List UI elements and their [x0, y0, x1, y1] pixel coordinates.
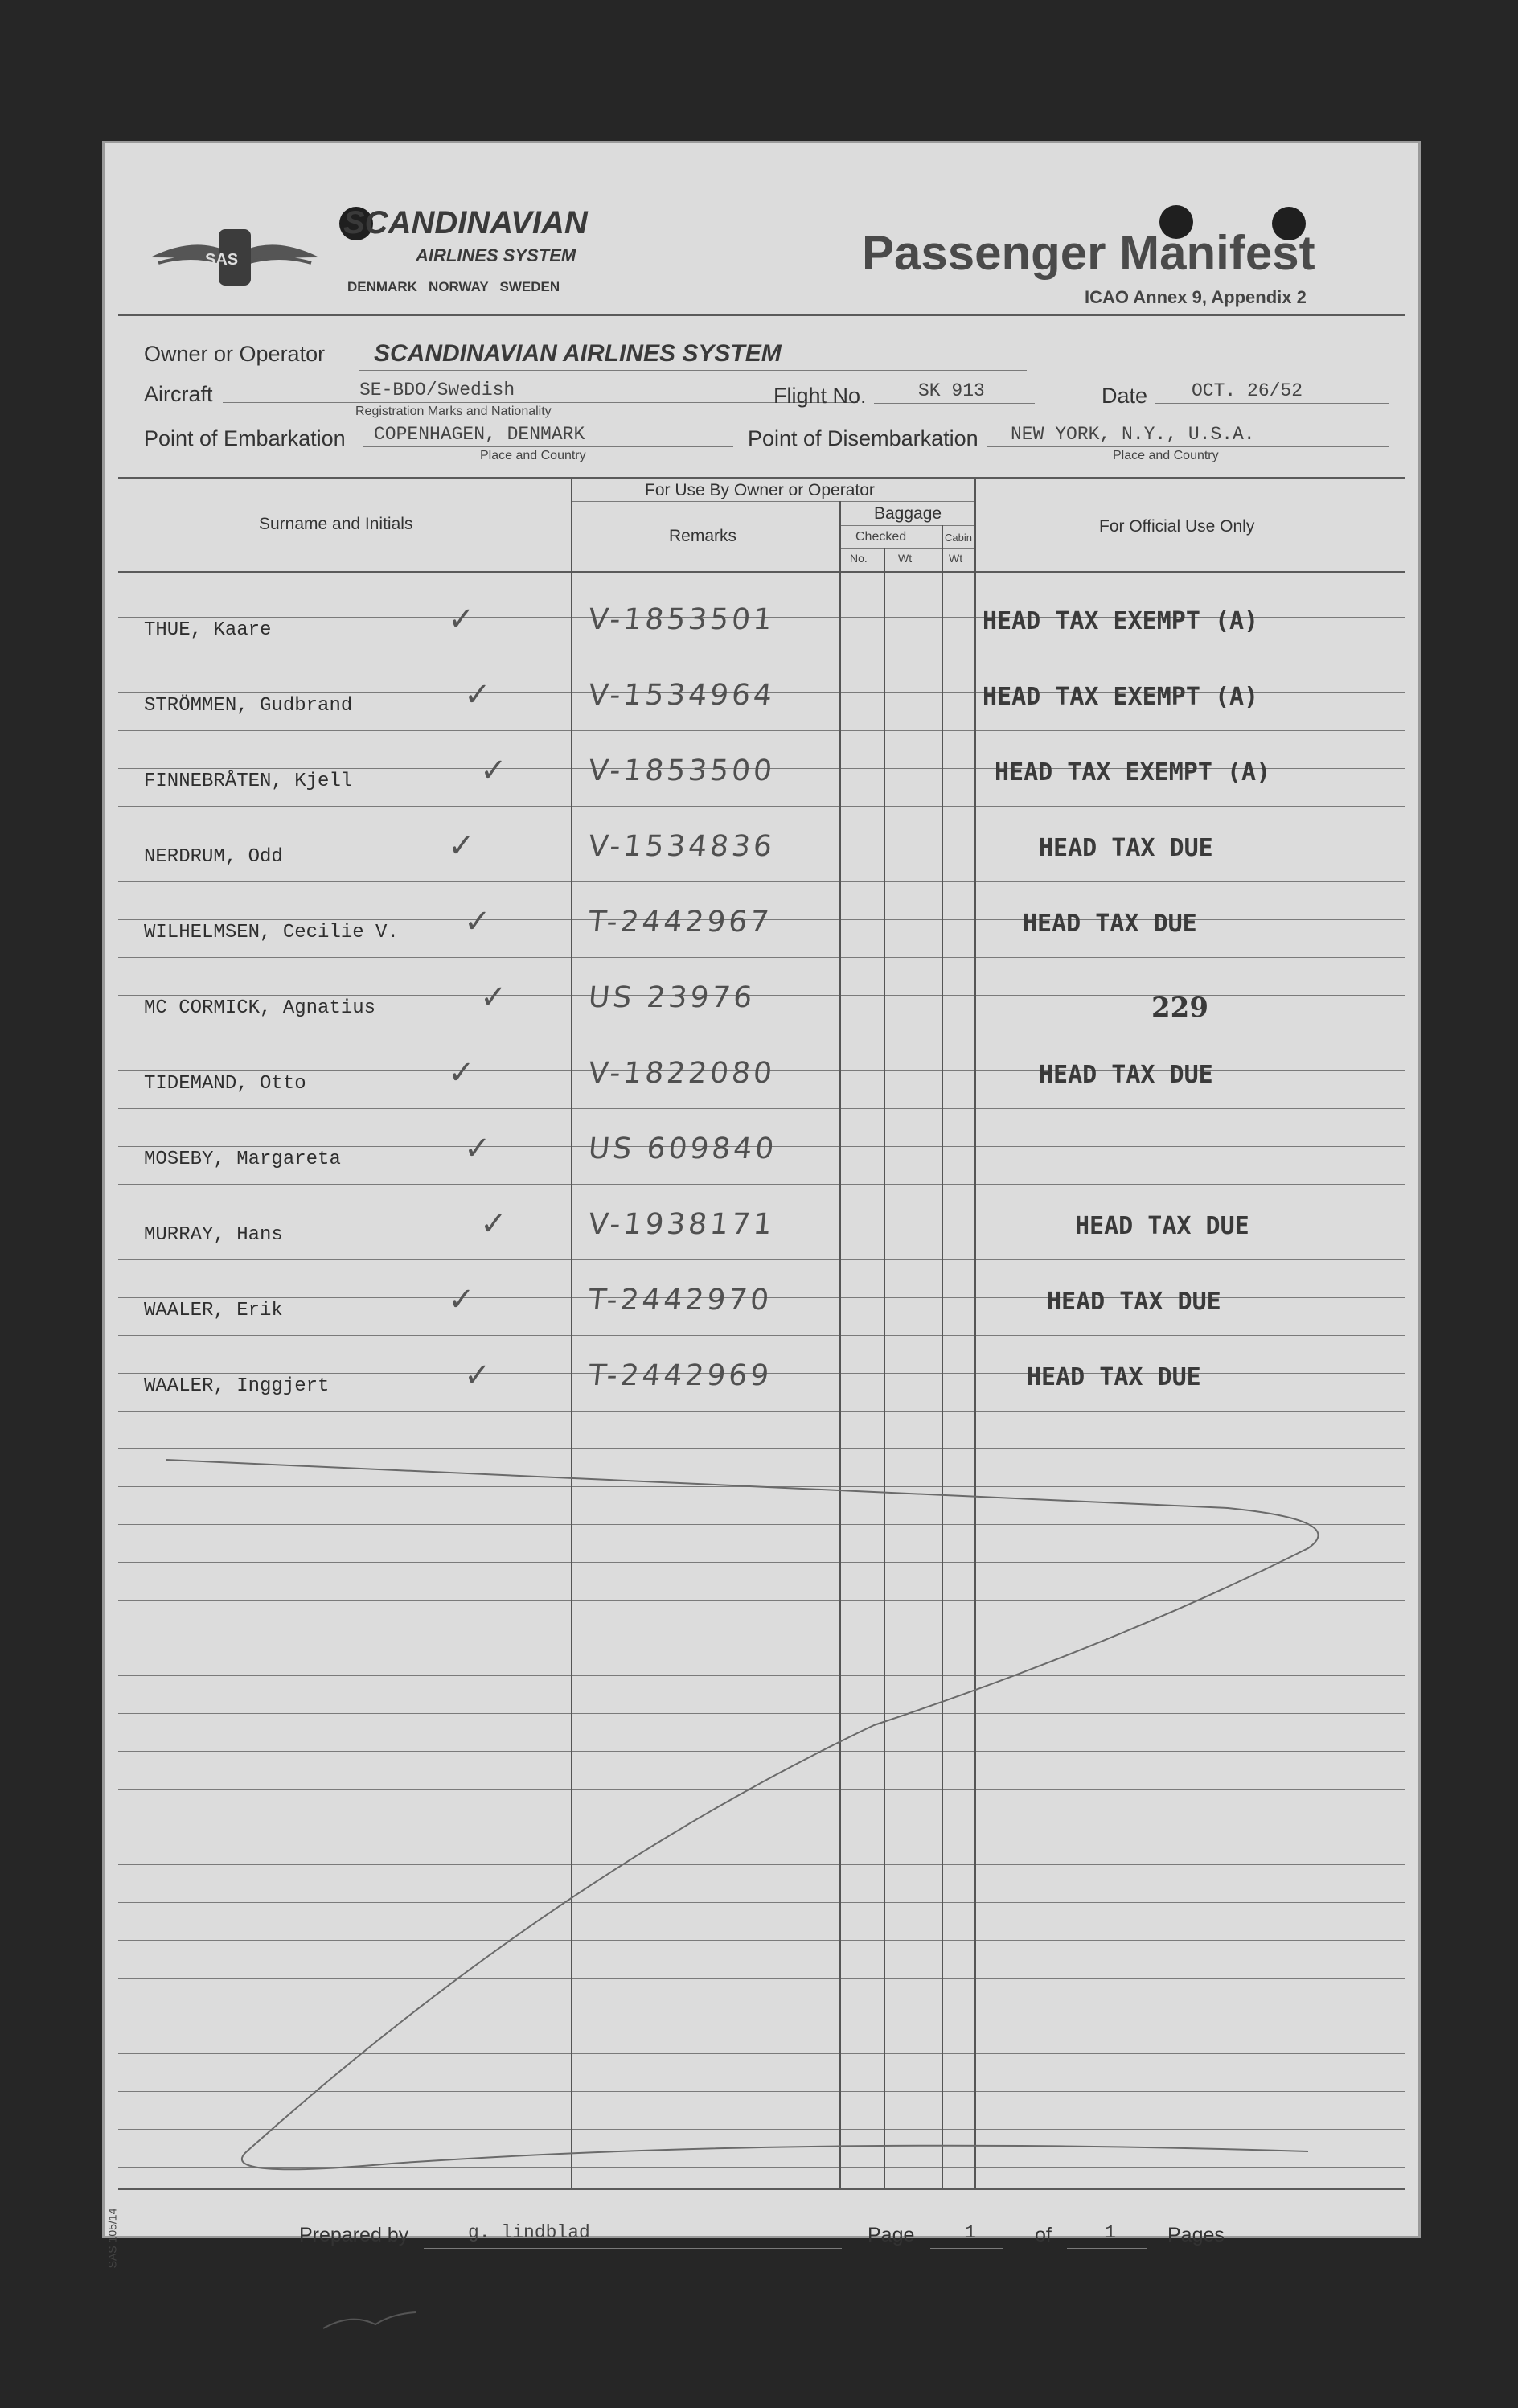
passport-remark: T-2442967 [586, 906, 774, 939]
aircraft-underline [223, 402, 858, 403]
page-underline [930, 2248, 1003, 2249]
passenger-name: THUE, Kaare [144, 619, 272, 641]
check-mark-icon: ✓ [448, 828, 475, 864]
check-mark-icon: ✓ [448, 602, 475, 637]
official-stamp: HEAD TAX EXEMPT (A) [983, 683, 1259, 711]
official-stamp: HEAD TAX DUE [1027, 1363, 1201, 1391]
check-mark-icon: ✓ [464, 1131, 491, 1166]
passport-remark: V-1534964 [586, 679, 777, 712]
official-stamp: HEAD TAX DUE [1039, 834, 1213, 862]
date-label: Date [1102, 384, 1148, 408]
table-row [102, 1112, 1421, 1188]
header-owner-use: For Use By Owner or Operator [645, 481, 875, 499]
flight-underline [874, 403, 1035, 404]
disembark-underline [987, 446, 1389, 447]
passport-remark: US 23976 [586, 981, 757, 1014]
passenger-name: FINNEBRÅTEN, Kjell [144, 770, 353, 792]
passenger-name: MURRAY, Hans [144, 1224, 283, 1246]
form-code: SAS 105/14 [105, 2208, 119, 2269]
header-baggage: Baggage [874, 504, 942, 523]
of-label: of [1035, 2224, 1052, 2246]
official-stamp: 229 [1151, 992, 1208, 1024]
official-stamp: HEAD TAX DUE [1075, 1212, 1249, 1240]
passport-remark: T-2442969 [586, 1359, 774, 1392]
aircraft-caption: Registration Marks and Nationality [355, 405, 552, 418]
passport-remark: V-1853500 [586, 754, 777, 787]
prepared-underline [424, 2248, 842, 2249]
owner-use-rule [572, 501, 974, 502]
check-mark-icon: ✓ [480, 1206, 507, 1242]
aircraft-value: SE-BDO/Swedish [359, 380, 515, 401]
date-underline [1155, 403, 1389, 404]
passport-remark: US 609840 [586, 1132, 779, 1165]
check-mark-icon: ✓ [448, 1282, 475, 1317]
passport-remark: V-1853501 [586, 603, 777, 636]
prepared-value: g. lindblad [468, 2222, 590, 2243]
pages-underline [1067, 2248, 1147, 2249]
passport-remark: V-1822080 [586, 1057, 777, 1090]
aircraft-label: Aircraft [144, 382, 213, 406]
passenger-name: WAALER, Inggjert [144, 1375, 330, 1397]
owner-value: SCANDINAVIAN AIRLINES SYSTEM [374, 340, 782, 367]
table-row [102, 659, 1421, 734]
disembark-caption: Place and Country [1113, 449, 1219, 462]
header-wt-cabin: Wt [949, 552, 963, 565]
owner-underline [359, 370, 1027, 371]
table-row [102, 886, 1421, 961]
passport-remark: T-2442970 [586, 1284, 774, 1317]
prepared-label: Prepared by [299, 2224, 409, 2246]
header-official: For Official Use Only [1099, 517, 1255, 536]
airline-countries: DENMARK NORWAY SWEDEN [347, 279, 560, 294]
sub-baggage-rule [840, 548, 974, 549]
embark-caption: Place and Country [480, 449, 586, 462]
header-wt-checked: Wt [898, 552, 913, 565]
airline-name: SCANDINAVIAN [343, 205, 588, 240]
passenger-name: WAALER, Erik [144, 1300, 283, 1321]
header-surname: Surname and Initials [259, 515, 413, 533]
owner-label: Owner or Operator [144, 342, 326, 366]
table-row [102, 583, 1421, 659]
official-stamp: HEAD TAX EXEMPT (A) [983, 607, 1259, 635]
page-value: 1 [965, 2222, 976, 2243]
header-divider [118, 314, 1405, 316]
passenger-name: MOSEBY, Margareta [144, 1149, 341, 1170]
date-value: OCT. 26/52 [1192, 380, 1303, 401]
check-mark-icon: ✓ [464, 1358, 491, 1393]
table-row [102, 1188, 1421, 1264]
header-checked: Checked [855, 530, 907, 544]
embark-label: Point of Embarkation [144, 426, 346, 450]
passenger-name: NERDRUM, Odd [144, 846, 283, 868]
header-bottom-rule [118, 571, 1405, 573]
page-label: Page [868, 2224, 915, 2246]
flight-value: SK 913 [918, 380, 985, 401]
passenger-name: MC CORMICK, Agnatius [144, 997, 376, 1019]
header-cabin: Cabin [945, 532, 972, 544]
initials-signature [319, 2304, 424, 2336]
manifest-subtitle: ICAO Annex 9, Appendix 2 [1085, 287, 1307, 307]
official-stamp: HEAD TAX DUE [1039, 1061, 1213, 1089]
check-mark-icon: ✓ [480, 980, 507, 1015]
table-top-rule [118, 477, 1405, 479]
passenger-name: STRÖMMEN, Gudbrand [144, 695, 353, 717]
official-stamp: HEAD TAX DUE [1047, 1288, 1221, 1316]
table-row [102, 1037, 1421, 1112]
disembark-label: Point of Disembarkation [748, 426, 978, 450]
passenger-name: TIDEMAND, Otto [144, 1073, 306, 1095]
flight-label: Flight No. [773, 384, 867, 408]
table-row [102, 810, 1421, 886]
embark-value: COPENHAGEN, DENMARK [374, 424, 585, 445]
pages-value: 1 [1105, 2222, 1116, 2243]
table-row [102, 734, 1421, 810]
official-stamp: HEAD TAX EXEMPT (A) [995, 758, 1271, 787]
check-mark-icon: ✓ [464, 904, 491, 939]
table-row [102, 1264, 1421, 1339]
cancel-scribble [150, 1379, 1405, 2200]
disembark-value: NEW YORK, N.Y., U.S.A. [1011, 424, 1255, 445]
airline-sub: AIRLINES SYSTEM [416, 245, 576, 265]
check-mark-icon: ✓ [464, 677, 491, 713]
manifest-sheet [102, 141, 1421, 2269]
header-no: No. [850, 552, 868, 565]
embark-underline [363, 446, 733, 447]
official-stamp: HEAD TAX DUE [1023, 910, 1197, 938]
table-bottom-rule [118, 2188, 1405, 2190]
passenger-name: WILHELMSEN, Cecilie V. [144, 922, 399, 943]
baggage-rule [840, 525, 974, 526]
check-mark-icon: ✓ [480, 753, 507, 788]
pages-label: Pages [1167, 2224, 1225, 2246]
logo-mark-text: SAS [205, 251, 239, 269]
manifest-title: Passenger Manifest [862, 226, 1315, 280]
check-mark-icon: ✓ [448, 1055, 475, 1091]
header-remarks: Remarks [669, 527, 737, 545]
passport-remark: V-1938171 [586, 1208, 777, 1241]
table-row [102, 961, 1421, 1037]
passport-remark: V-1534836 [586, 830, 777, 863]
